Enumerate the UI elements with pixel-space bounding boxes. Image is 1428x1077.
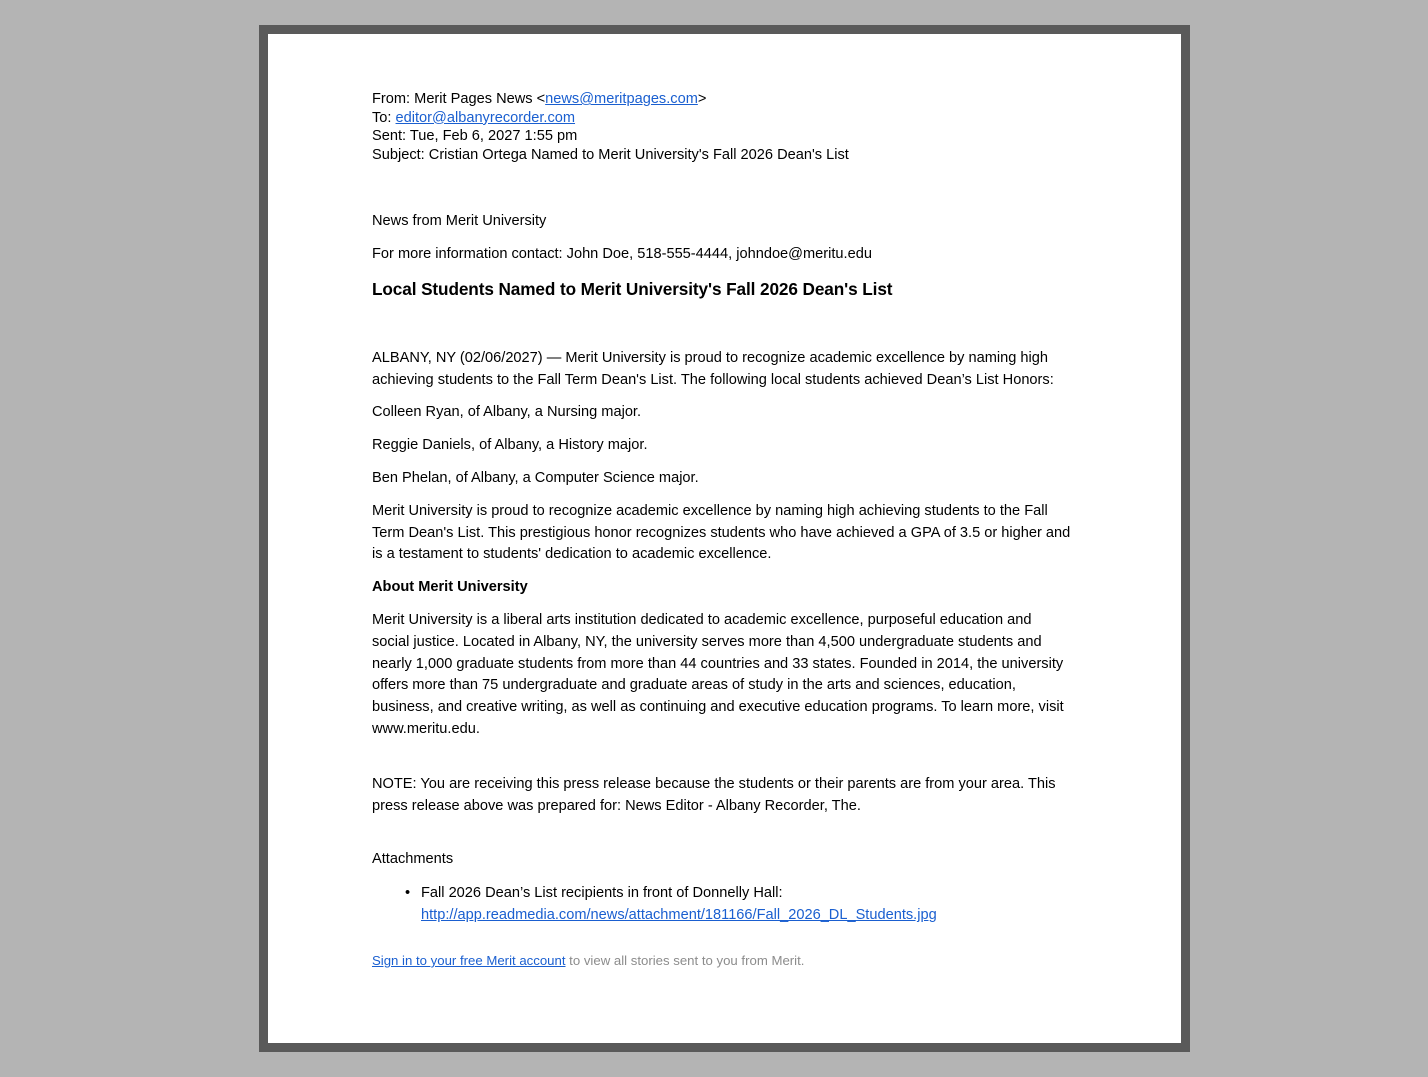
attachment-url-link[interactable]: http://app.readmedia.com/news/attachment/181166/Fall_2026_DL_Students.jpg	[421, 907, 937, 924]
student-entry-1: Reggie Daniels, of Albany, a History major.	[372, 437, 648, 454]
attachments-list	[372, 883, 1072, 927]
contact-info-line: For more information contact: John Doe, 518-555-4444, johndoe@meritu.edu	[372, 245, 872, 262]
attachment-description: Fall 2026 Dean’s List recipients in front of Donnelly Hall:	[421, 885, 783, 902]
to-email-link[interactable]: editor@albanyrecorder.com	[395, 109, 576, 126]
student-entry-0: Colleen Ryan, of Albany, a Nursing major.	[372, 404, 642, 421]
attachment-list-item	[421, 883, 1063, 927]
email-from-line	[372, 90, 1072, 109]
header-body-spacer	[372, 165, 1072, 212]
email-header-block	[372, 90, 1072, 165]
attachments-footer-spacer	[372, 927, 1072, 952]
footer-signin-rest: to view all stories sent to you from Merit.	[565, 952, 805, 968]
news-source-line: News from Merit University	[372, 212, 547, 229]
about-university-paragraph: Merit University is a liberal arts institution dedicated to academic excellence, purposeful education and social justice. Located in Albany, NY, the university serves more than 4,500 undergraduate students and nearly 1,000 graduate students from more than 44 countries and 33 states. Founded in 2014, the university offers more than 75 undergraduate and graduate areas of study in the arts and sciences, education, business, and creative writing, as well as continuing and executive education programs. To learn more, visit www.meritu.edu.	[372, 611, 1064, 737]
footer-signin-line	[372, 952, 1072, 970]
attachments-heading: Attachments	[372, 851, 454, 868]
email-from-label: From: Merit Pages News <	[372, 91, 546, 107]
note-attachments-spacer	[372, 817, 1072, 849]
email-document-body	[372, 90, 1072, 970]
email-to-line	[372, 109, 1072, 128]
press-release-headline: Local Students Named to Merit University's Fall 2026 Dean's List	[372, 278, 893, 299]
email-sent-line: Sent: Tue, Feb 6, 2027 1:55 pm	[372, 128, 578, 145]
email-to-label: To:	[372, 109, 396, 126]
headline-body-spacer	[372, 300, 1072, 348]
honor-description-paragraph: Merit University is proud to recognize academic excellence by naming high achieving students to the Fall Term Dean's List. This prestigious honor recognizes students who have achieved a GPA of 3.5 or higher and is a testament to students' dedication to academic excellence.	[372, 502, 1071, 563]
sign-in-merit-account-link[interactable]: Sign in to your free Merit account	[372, 952, 566, 968]
student-entry-2: Ben Phelan, of Albany, a Computer Science major.	[372, 470, 699, 486]
email-from-close: >	[697, 91, 707, 107]
document-frame	[259, 25, 1190, 1052]
about-section-heading: About Merit University	[372, 579, 528, 596]
recipient-note-paragraph: NOTE: You are receiving this press release because the students or their parents are from your area. This press release above was prepared for: News Editor - Albany Recorder, The.	[372, 775, 1056, 814]
email-subject-line: Subject: Cristian Ortega Named to Merit University's Fall 2026 Dean's List	[372, 147, 849, 164]
about-note-spacer	[372, 752, 1072, 774]
dateline-paragraph: ALBANY, NY (02/06/2027) — Merit University is proud to recognize academic excellence by naming high achieving students to the Fall Term Dean's List. The following local students achieved Dean’s List Honors:	[372, 349, 1054, 388]
from-email-link[interactable]: news@meritpages.com	[545, 91, 698, 107]
